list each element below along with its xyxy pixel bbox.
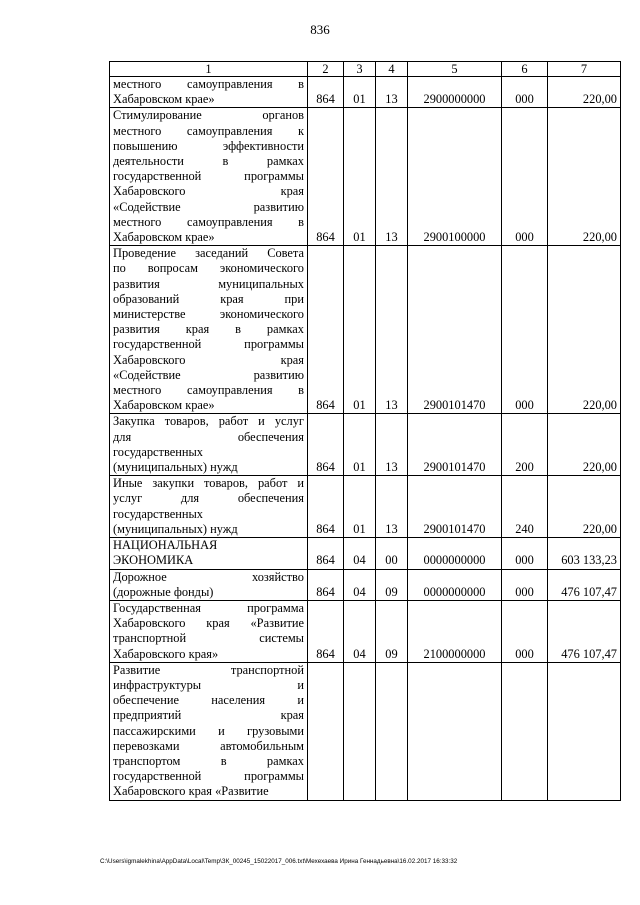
row-name-line: Хабаровского края (113, 184, 304, 199)
ministry-code-cell: 864 (308, 246, 344, 414)
row-name-line: Хабаровском крае» (113, 92, 215, 107)
row-name-line: Хабаровском крае» (113, 230, 215, 245)
row-name-line: Хабаровского края» (113, 646, 219, 661)
table-row (110, 108, 621, 246)
table-row (110, 538, 621, 569)
row-name-line: пассажирскими и грузовыми (113, 723, 304, 738)
expense-type-cell: 000 (502, 600, 548, 662)
target-article-cell: 2900101470 (408, 414, 502, 476)
table-row (110, 77, 621, 108)
column-header: 2 (308, 62, 344, 77)
column-header: 4 (376, 62, 408, 77)
ministry-code-cell: 864 (308, 414, 344, 476)
expense-type-cell: 240 (502, 476, 548, 538)
amount-cell: 476 107,47 (548, 569, 621, 600)
row-name-line: местного самоуправления в (113, 383, 304, 398)
row-name-line: (муниципальных) нужд (113, 521, 238, 536)
section-code-cell: 04 (344, 600, 376, 662)
page-number: 836 (310, 22, 330, 37)
table-row (110, 569, 621, 600)
amount-cell: 476 107,47 (548, 600, 621, 662)
row-name-line: «Содействие развитию (113, 367, 304, 382)
subsection-code-cell: 09 (376, 569, 408, 600)
row-name-cell (110, 246, 308, 414)
row-name-line: «Содействие развитию (113, 199, 304, 214)
row-name-line: Развитие транспортной (113, 662, 304, 677)
ministry-code-cell: 864 (308, 569, 344, 600)
subsection-code-cell: 00 (376, 538, 408, 569)
ministry-code-cell: 864 (308, 108, 344, 246)
section-code-cell: 01 (344, 476, 376, 538)
subsection-code-cell: 13 (376, 414, 408, 476)
row-name-line: местного самоуправления в (113, 214, 304, 229)
target-article-cell (408, 662, 502, 800)
amount-cell: 603 133,23 (548, 538, 621, 569)
row-name-cell (110, 414, 308, 476)
row-name-line: транспортной системы (113, 631, 304, 646)
row-name-line: повышению эффективности (113, 138, 304, 153)
table-row (110, 600, 621, 662)
row-name-line: Дорожное хозяйство (113, 569, 304, 584)
table-header-row (110, 62, 621, 77)
amount-cell (548, 662, 621, 800)
expense-type-cell: 200 (502, 414, 548, 476)
row-name-line: Хабаровского края «Развитие (113, 784, 269, 799)
target-article-cell: 2900101470 (408, 246, 502, 414)
expense-type-cell: 000 (502, 108, 548, 246)
section-code-cell: 04 (344, 538, 376, 569)
row-name-line: образований края при (113, 291, 304, 306)
row-name-line: предприятий края (113, 708, 304, 723)
section-code-cell (344, 662, 376, 800)
row-name-line: развития муниципальных (113, 276, 304, 291)
row-name-cell (110, 600, 308, 662)
subsection-code-cell: 13 (376, 108, 408, 246)
amount-cell: 220,00 (548, 77, 621, 108)
subsection-code-cell: 13 (376, 77, 408, 108)
subsection-code-cell: 09 (376, 600, 408, 662)
row-name-line: перевозками автомобильным (113, 738, 304, 753)
row-name-line: (муниципальных) нужд (113, 460, 238, 475)
row-name-line: инфраструктуры и (113, 677, 304, 692)
amount-cell: 220,00 (548, 108, 621, 246)
row-name-line: развития края в рамках (113, 322, 304, 337)
row-name-line: (дорожные фонды) (113, 584, 214, 599)
row-name-line: государственных (113, 506, 204, 521)
expense-type-cell: 000 (502, 569, 548, 600)
row-name-line: по вопросам экономического (113, 261, 304, 276)
ministry-code-cell (308, 662, 344, 800)
column-header: 1 (110, 62, 308, 77)
row-name-line: Государственная программа (113, 600, 304, 615)
amount-cell: 220,00 (548, 414, 621, 476)
expense-type-cell (502, 662, 548, 800)
column-header: 6 (502, 62, 548, 77)
row-name-line: транспортом в рамках (113, 753, 304, 768)
ministry-code-cell: 864 (308, 538, 344, 569)
subsection-code-cell (376, 662, 408, 800)
row-name-line: Иные закупки товаров, работ и (113, 476, 304, 491)
column-header: 3 (344, 62, 376, 77)
row-name-line: Хабаровского края «Развитие (113, 616, 304, 631)
target-article-cell: 2900101470 (408, 476, 502, 538)
amount-cell: 220,00 (548, 246, 621, 414)
section-code-cell: 01 (344, 108, 376, 246)
row-name-cell (110, 538, 308, 569)
file-path-footer: C:\Users\igmalekhina\AppData\Local\Temp\ЗК_00245_15022017_006.txt\Мехехаева Ирина Геннадьевна\16.02.2017 16:33:32 (100, 858, 458, 865)
row-name-line: Проведение заседаний Совета (113, 246, 304, 261)
subsection-code-cell: 13 (376, 246, 408, 414)
row-name-line: государственной программы (113, 769, 304, 784)
table-row (110, 476, 621, 538)
row-name-line: услуг для обеспечения (113, 491, 304, 506)
section-code-cell: 01 (344, 246, 376, 414)
expense-type-cell: 000 (502, 246, 548, 414)
section-code-cell: 04 (344, 569, 376, 600)
row-name-line: государственной программы (113, 337, 304, 352)
row-name-line: обеспечение населения и (113, 693, 304, 708)
row-name-line: местного самоуправления к (113, 123, 304, 138)
row-name-line: Стимулирование органов (113, 108, 304, 123)
row-name-line: ЭКОНОМИКА (113, 553, 194, 568)
amount-cell: 220,00 (548, 476, 621, 538)
target-article-cell: 0000000000 (408, 538, 502, 569)
column-header: 5 (408, 62, 502, 77)
row-name-line: деятельности в рамках (113, 154, 304, 169)
row-name-line: государственной программы (113, 169, 304, 184)
ministry-code-cell: 864 (308, 600, 344, 662)
expense-type-cell: 000 (502, 77, 548, 108)
row-name-cell (110, 108, 308, 246)
table-row (110, 246, 621, 414)
budget-table (109, 61, 621, 801)
target-article-cell: 2100000000 (408, 600, 502, 662)
row-name-cell (110, 77, 308, 108)
table-row (110, 414, 621, 476)
section-code-cell: 01 (344, 414, 376, 476)
subsection-code-cell: 13 (376, 476, 408, 538)
row-name-line: НАЦИОНАЛЬНАЯ (113, 538, 218, 553)
section-code-cell: 01 (344, 77, 376, 108)
row-name-cell (110, 476, 308, 538)
row-name-line: государственных (113, 444, 204, 459)
row-name-line: местного самоуправления в (113, 77, 304, 91)
target-article-cell: 2900100000 (408, 108, 502, 246)
row-name-cell (110, 569, 308, 600)
table-body (110, 77, 621, 801)
ministry-code-cell: 864 (308, 77, 344, 108)
table-row (110, 662, 621, 800)
row-name-line: для обеспечения (113, 429, 304, 444)
expense-type-cell: 000 (502, 538, 548, 569)
ministry-code-cell: 864 (308, 476, 344, 538)
target-article-cell: 2900000000 (408, 77, 502, 108)
row-name-line: Закупка товаров, работ и услуг (113, 414, 304, 429)
row-name-cell (110, 662, 308, 800)
row-name-line: министерстве экономического (113, 307, 304, 322)
row-name-line: Хабаровского края (113, 352, 304, 367)
column-header: 7 (548, 62, 621, 77)
row-name-line: Хабаровском крае» (113, 398, 215, 413)
target-article-cell: 0000000000 (408, 569, 502, 600)
